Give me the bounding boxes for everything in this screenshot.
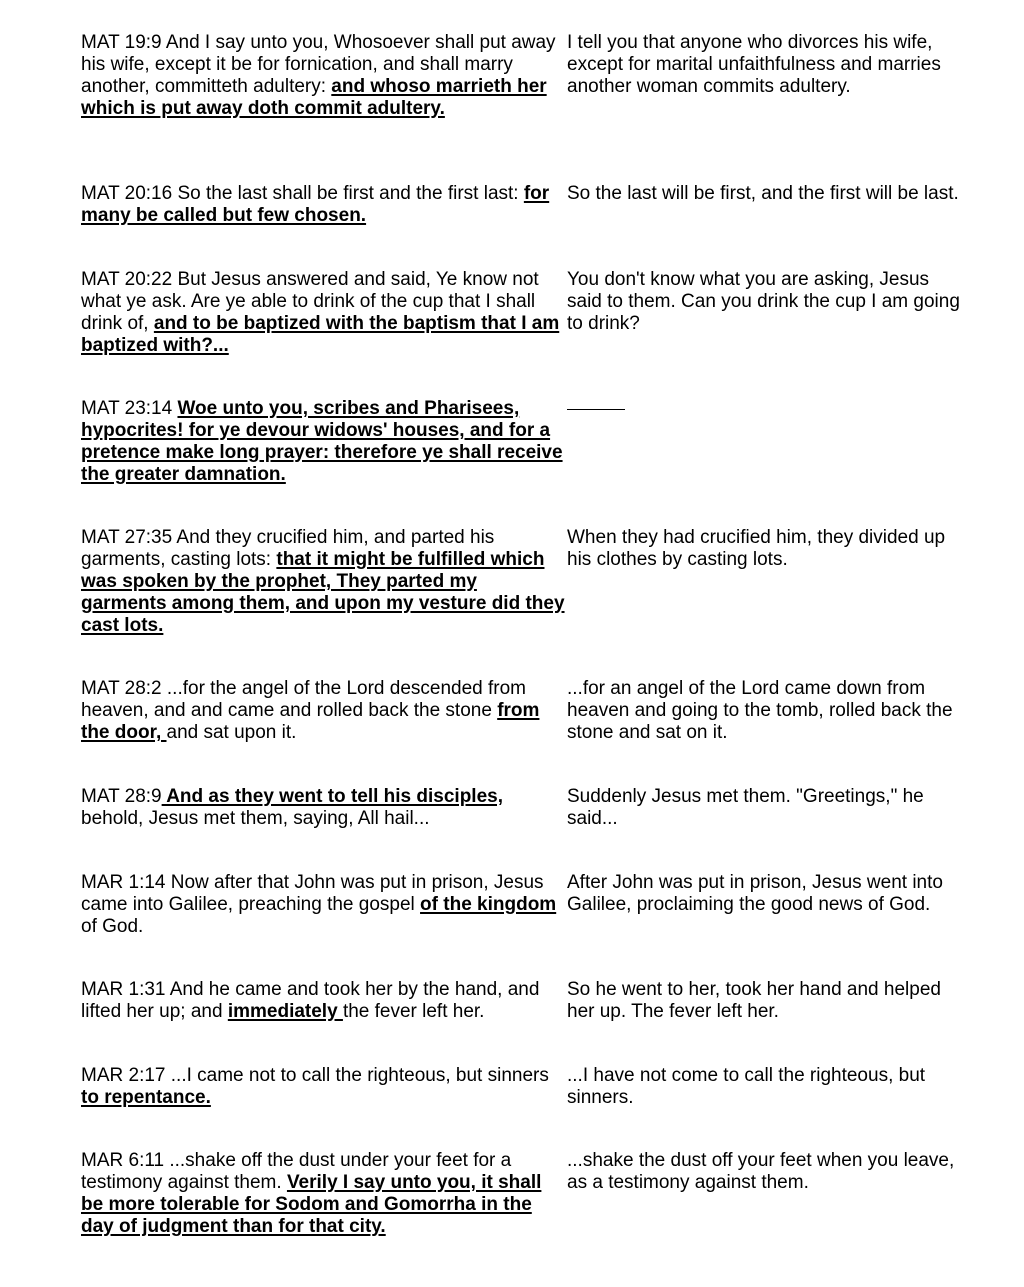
kjv-plain-text: MAR 1:14 Now after that John was put in prison, Jesus came into Galilee, preaching the gospel bbox=[81, 872, 544, 915]
verse-row-mar-2-17 bbox=[81, 1065, 971, 1109]
verse-row-mat-19-9 bbox=[81, 32, 971, 120]
modern-text: I tell you that anyone who divorces his wife, except for marital unfaithfulness and marries another woman commits adultery. bbox=[567, 32, 941, 97]
modern-text: So he went to her, took her hand and helped her up. The fever left her. bbox=[567, 979, 941, 1022]
kjv-text bbox=[81, 1150, 567, 1238]
verse-row-mat-28-9 bbox=[81, 786, 971, 830]
modern-text: After John was put in prison, Jesus went into Galilee, proclaiming the good news of God. bbox=[567, 872, 943, 915]
verse-row-mar-1-14 bbox=[81, 872, 971, 938]
kjv-trailing-text: and sat upon it. bbox=[166, 722, 297, 743]
verse-row-mar-1-31 bbox=[81, 979, 971, 1023]
kjv-plain-text: MAT 28:9 bbox=[81, 786, 162, 807]
kjv-text bbox=[81, 979, 567, 1023]
kjv-emphasized-text: of the kingdom bbox=[420, 894, 557, 915]
kjv-trailing-text: behold, Jesus met them, saying, All hail... bbox=[81, 808, 430, 829]
kjv-plain-text: MAT 20:16 So the last shall be first and the first last: bbox=[81, 183, 524, 204]
kjv-emphasized-text: and whoso marrieth her which is put away doth commit adultery. bbox=[81, 76, 547, 119]
verse-row-mat-20-22 bbox=[81, 269, 971, 357]
kjv-trailing-text: the fever left her. bbox=[342, 1001, 485, 1022]
omitted-verse-dash bbox=[567, 409, 625, 410]
verse-row-mat-28-2 bbox=[81, 678, 971, 744]
modern-text: Suddenly Jesus met them. "Greetings," he said... bbox=[567, 786, 924, 829]
kjv-text bbox=[81, 527, 567, 637]
kjv-emphasized-text: to repentance. bbox=[81, 1087, 211, 1108]
kjv-text bbox=[81, 678, 567, 744]
modern-text: When they had crucified him, they divided up his clothes by casting lots. bbox=[567, 527, 946, 570]
modern-text: You don't know what you are asking, Jesus said to them. Can you drink the cup I am going to drink? bbox=[567, 269, 960, 334]
kjv-emphasized-text: for many be called but few chosen. bbox=[81, 183, 550, 226]
kjv-plain-text: MAT 28:2 ...for the angel of the Lord descended from heaven, and and came and rolled back the stone bbox=[81, 678, 527, 721]
kjv-plain-text: MAR 2:17 ...I came not to call the righteous, but sinners bbox=[81, 1065, 549, 1086]
kjv-emphasized-text: Woe unto you, scribes and Pharisees, hypocrites! for ye devour widows' houses, and for a pretence make long prayer: therefore ye shall receive the greater damnation. bbox=[81, 398, 563, 485]
modern-text: So the last will be first, and the first will be last. bbox=[567, 183, 959, 204]
kjv-text bbox=[81, 786, 567, 830]
kjv-emphasized-text: that it might be fulfilled which was spoken by the prophet, They parted my garments among them, and upon my vesture did they cast lots. bbox=[81, 549, 565, 636]
kjv-plain-text: MAT 20:22 But Jesus answered and said, Ye know not what ye ask. Are ye able to drink of the cup that I shall drink of, bbox=[81, 269, 539, 334]
modern-text: ...I have not come to call the righteous, but sinners. bbox=[567, 1065, 926, 1108]
verse-row-mat-27-35 bbox=[81, 527, 971, 637]
kjv-plain-text: MAR 1:31 And he came and took her by the hand, and lifted her up; and bbox=[81, 979, 540, 1022]
kjv-emphasized-text: And as they went to tell his disciples, bbox=[161, 786, 503, 807]
verse-row-mat-23-14 bbox=[81, 398, 971, 486]
verse-row-mar-6-11 bbox=[81, 1150, 971, 1238]
kjv-plain-text: MAT 23:14 bbox=[81, 398, 178, 419]
modern-text bbox=[567, 398, 962, 486]
kjv-text bbox=[81, 398, 567, 486]
kjv-plain-text: MAT 19:9 And I say unto you, Whosoever shall put away his wife, except it be for fornication, and shall marry another, committeth adultery: bbox=[81, 32, 556, 97]
kjv-text bbox=[81, 32, 567, 120]
modern-text: ...shake the dust off your feet when you leave, as a testimony against them. bbox=[567, 1150, 955, 1193]
modern-text: ...for an angel of the Lord came down from heaven and going to the tomb, rolled back the stone and sat on it. bbox=[567, 678, 953, 743]
kjv-emphasized-text: from the door, bbox=[81, 700, 540, 743]
verse-row-mat-20-16 bbox=[81, 183, 971, 227]
kjv-text bbox=[81, 269, 567, 357]
kjv-emphasized-text: immediately bbox=[227, 1001, 343, 1022]
kjv-emphasized-text: Verily I say unto you, it shall be more tolerable for Sodom and Gomorrha in the day of judgment than for that city. bbox=[81, 1172, 542, 1237]
kjv-emphasized-text: and to be baptized with the baptism that I am baptized with?... bbox=[81, 313, 560, 356]
kjv-text bbox=[81, 183, 567, 227]
kjv-plain-text: MAT 27:35 And they crucified him, and parted his garments, casting lots: bbox=[81, 527, 495, 570]
kjv-trailing-text: of God. bbox=[81, 916, 144, 937]
kjv-plain-text: MAR 6:11 ...shake off the dust under your feet for a testimony against them. bbox=[81, 1150, 512, 1193]
kjv-text bbox=[81, 1065, 567, 1109]
kjv-text bbox=[81, 872, 567, 938]
